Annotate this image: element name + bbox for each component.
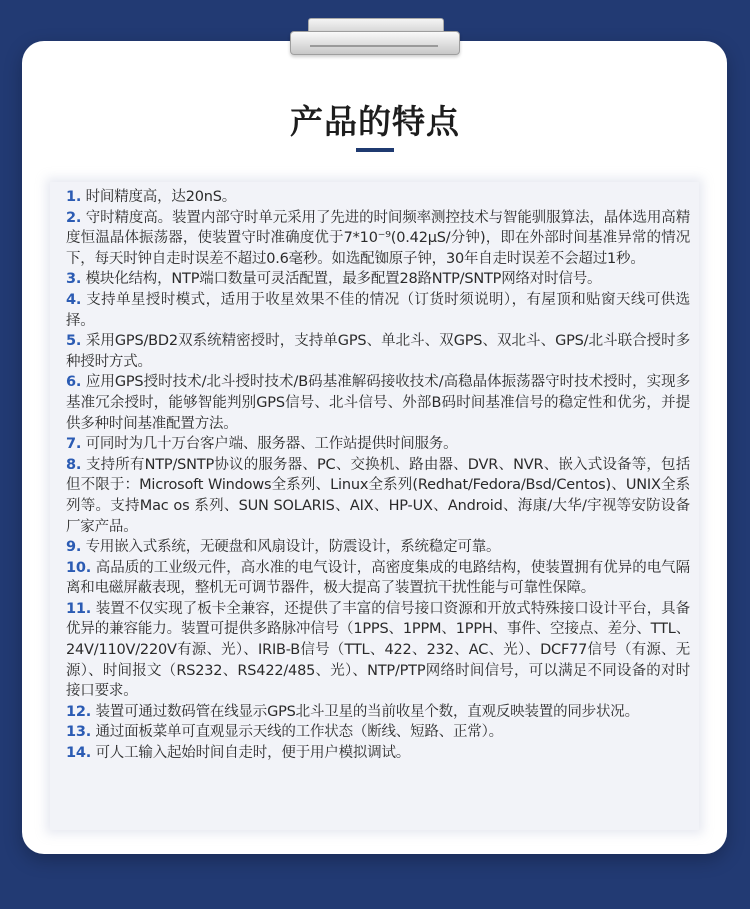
page-title: 产品的特点 (290, 102, 460, 141)
item-number: 8. (66, 456, 82, 473)
list-item (66, 331, 690, 372)
list-item (66, 187, 690, 208)
item-number: 14. (66, 745, 92, 762)
item-number: 3. (66, 271, 82, 288)
item-text: 支持所有NTP/SNTP协议的服务器、PC、交换机、路由器、DVR、NVR、嵌入式设备等，包括但不限于：Microsoft Windows全系列、Linux全系列(Redhat/Fedora/Bsd/Centos)、UNIX全系列等。支持Mac os 系列、SUN SOLARIS、AIX、HP-UX、Android、海康/大华/宇视等安防设备厂家产品。 (66, 456, 690, 535)
item-number: 5. (66, 333, 82, 350)
list-item (66, 208, 690, 270)
item-number: 7. (66, 436, 82, 453)
item-number: 6. (66, 374, 82, 391)
item-text: 可同时为几十万台客户端、服务器、工作站提供时间服务。 (81, 436, 458, 453)
list-item (66, 455, 690, 537)
item-number: 4. (66, 291, 82, 308)
item-number: 9. (66, 539, 82, 556)
list-item (66, 290, 690, 331)
list-item (66, 269, 690, 290)
clip-body (290, 31, 460, 55)
item-number: 12. (66, 703, 92, 720)
item-text: 守时精度高。装置内部守时单元采用了先进的时间频率测控技术与智能驯服算法，晶体选用高精度恒温晶体振荡器，使装置守时准确度优于7*10⁻⁹(0.42μS/分钟)，即在外部时间基准异常的情况下，每天时钟自走时误差不超过0.6毫秒。如选配铷原子钟，30年自走时误差不会超过1秒。 (66, 209, 690, 267)
item-text: 可人工输入起始时间自走时，便于用户模拟调试。 (91, 745, 411, 762)
item-text: 应用GPS授时技术/北斗授时技术/B码基准解码接收技术/高稳晶体振荡器守时技术授时，实现多基准冗余授时，能够智能判别GPS信号、北斗信号、外部B码时间基准信号的稳定性和优劣，并提供多种时间基准配置方法。 (66, 374, 690, 432)
item-text: 时间精度高，达20nS。 (81, 189, 237, 205)
item-text: 模块化结构，NTP端口数量可灵活配置，最多配置28路NTP/SNTP网络对时信号。 (81, 271, 602, 288)
item-number: 13. (66, 724, 92, 741)
item-number: 10. (66, 559, 92, 576)
list-item (66, 372, 690, 434)
list-item (66, 702, 690, 723)
list-item (66, 537, 690, 558)
item-text: 高品质的工业级元件，高水准的电气设计，高密度集成的电路结构，使装置拥有优异的电气隔离和电磁屏蔽表现，整机无可调节器件，极大提高了装置抗干扰性能与可靠性保障。 (66, 559, 690, 597)
item-text: 装置可通过数码管在线显示GPS北斗卫星的当前收星个数，直观反映装置的同步状况。 (91, 703, 639, 720)
list-item (66, 722, 690, 743)
list-item (66, 558, 690, 599)
item-number: 2. (66, 209, 82, 226)
item-text: 支持单星授时模式，适用于收星效果不佳的情况（订货时须说明），有屋顶和贴窗天线可供选择。 (66, 291, 690, 329)
item-number: 11. (66, 600, 92, 617)
item-number: 1. (66, 189, 82, 205)
list-item (66, 599, 690, 702)
feature-list (66, 187, 690, 764)
item-text: 专用嵌入式系统，无硬盘和风扇设计，防震设计，系统稳定可靠。 (81, 539, 501, 556)
list-item (66, 434, 690, 455)
clip-line (310, 45, 438, 47)
list-item (66, 743, 690, 764)
clipboard-clip-icon (290, 18, 460, 56)
title-underline (356, 148, 394, 152)
item-text: 通过面板菜单可直观显示天线的工作状态（断线、短路、正常）。 (91, 724, 503, 741)
item-text: 装置不仅实现了板卡全兼容，还提供了丰富的信号接口资源和开放式特殊接口设计平台，具备优异的兼容能力。装置可提供多路脉冲信号（1PPS、1PPM、1PPH、事件、空接点、差分、TTL、24V/110V/220V有源、光）、IRIB-B信号（TTL、422、232、AC、光）、DCF77信号（有源、无源）、时间报文（RS232、RS422/485、光）、NTP/PTP网络时间信号，可以满足不同设备的对时接口要求。 (66, 600, 690, 700)
item-text: 采用GPS/BD2双系统精密授时，支持单GPS、单北斗、双GPS、双北斗、GPS/北斗联合授时多种授时方式。 (66, 333, 690, 370)
